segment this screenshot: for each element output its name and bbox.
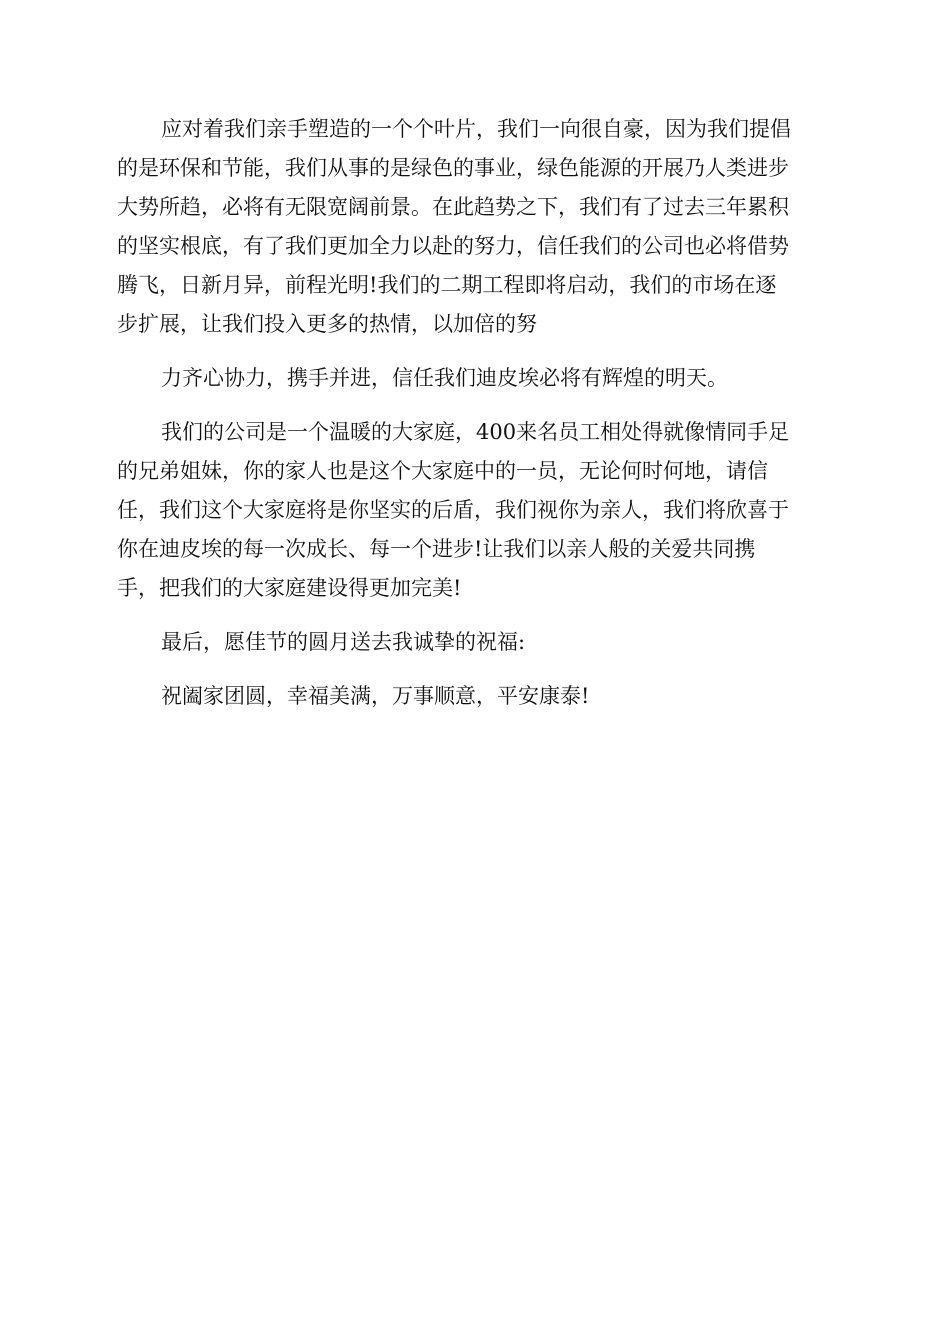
text-line: 的是环保和节能，我们从事的是绿色的事业，绿色能源的开展乃人类进步 [117, 156, 789, 180]
text-line: 我们的公司是一个温暖的大家庭，400来名员工相处得就像情同手足 [161, 420, 790, 444]
text-line: 应对着我们亲手塑造的一个个叶片，我们一向很自豪，因为我们提倡 [161, 117, 791, 141]
text-line: 腾飞，日新月异，前程光明!我们的二期工程即将启动，我们的市场在逐 [117, 273, 777, 297]
text-line: 的兄弟姐妹，你的家人也是这个大家庭中的一员，无论何时何地，请信 [117, 459, 768, 483]
text-line: 步扩展，让我们投入更多的热情，以加倍的努 [117, 312, 537, 336]
text-line: 任，我们这个大家庭将是你坚实的后盾，我们视你为亲人，我们将欣喜于 [117, 498, 789, 522]
text-line: 大势所趋，必将有无限宽阔前景。在此趋势之下，我们有了过去三年累积 [117, 195, 789, 219]
document-page [117, 110, 833, 731]
paragraph-4 [117, 623, 833, 662]
text-line: 力齐心协力，携手并进，信任我们迪皮埃必将有辉煌的明天。 [161, 366, 728, 390]
paragraph-3 [117, 413, 833, 608]
text-line: 最后，愿佳节的圆月送去我诚挚的祝福: [161, 630, 526, 654]
text-line: 祝阖家团圆，幸福美满，万事顺意，平安康泰! [161, 684, 590, 708]
paragraph-1 [117, 110, 833, 344]
text-line: 手，把我们的大家庭建设得更加完美! [117, 576, 462, 600]
paragraph-2 [117, 359, 833, 398]
text-line: 的坚实根底，有了我们更加全力以赴的努力，信任我们的公司也必将借势 [117, 234, 789, 258]
paragraph-5 [117, 677, 833, 716]
text-line: 你在迪皮埃的每一次成长、每一个进步!让我们以亲人般的关爱共同携 [117, 537, 756, 561]
